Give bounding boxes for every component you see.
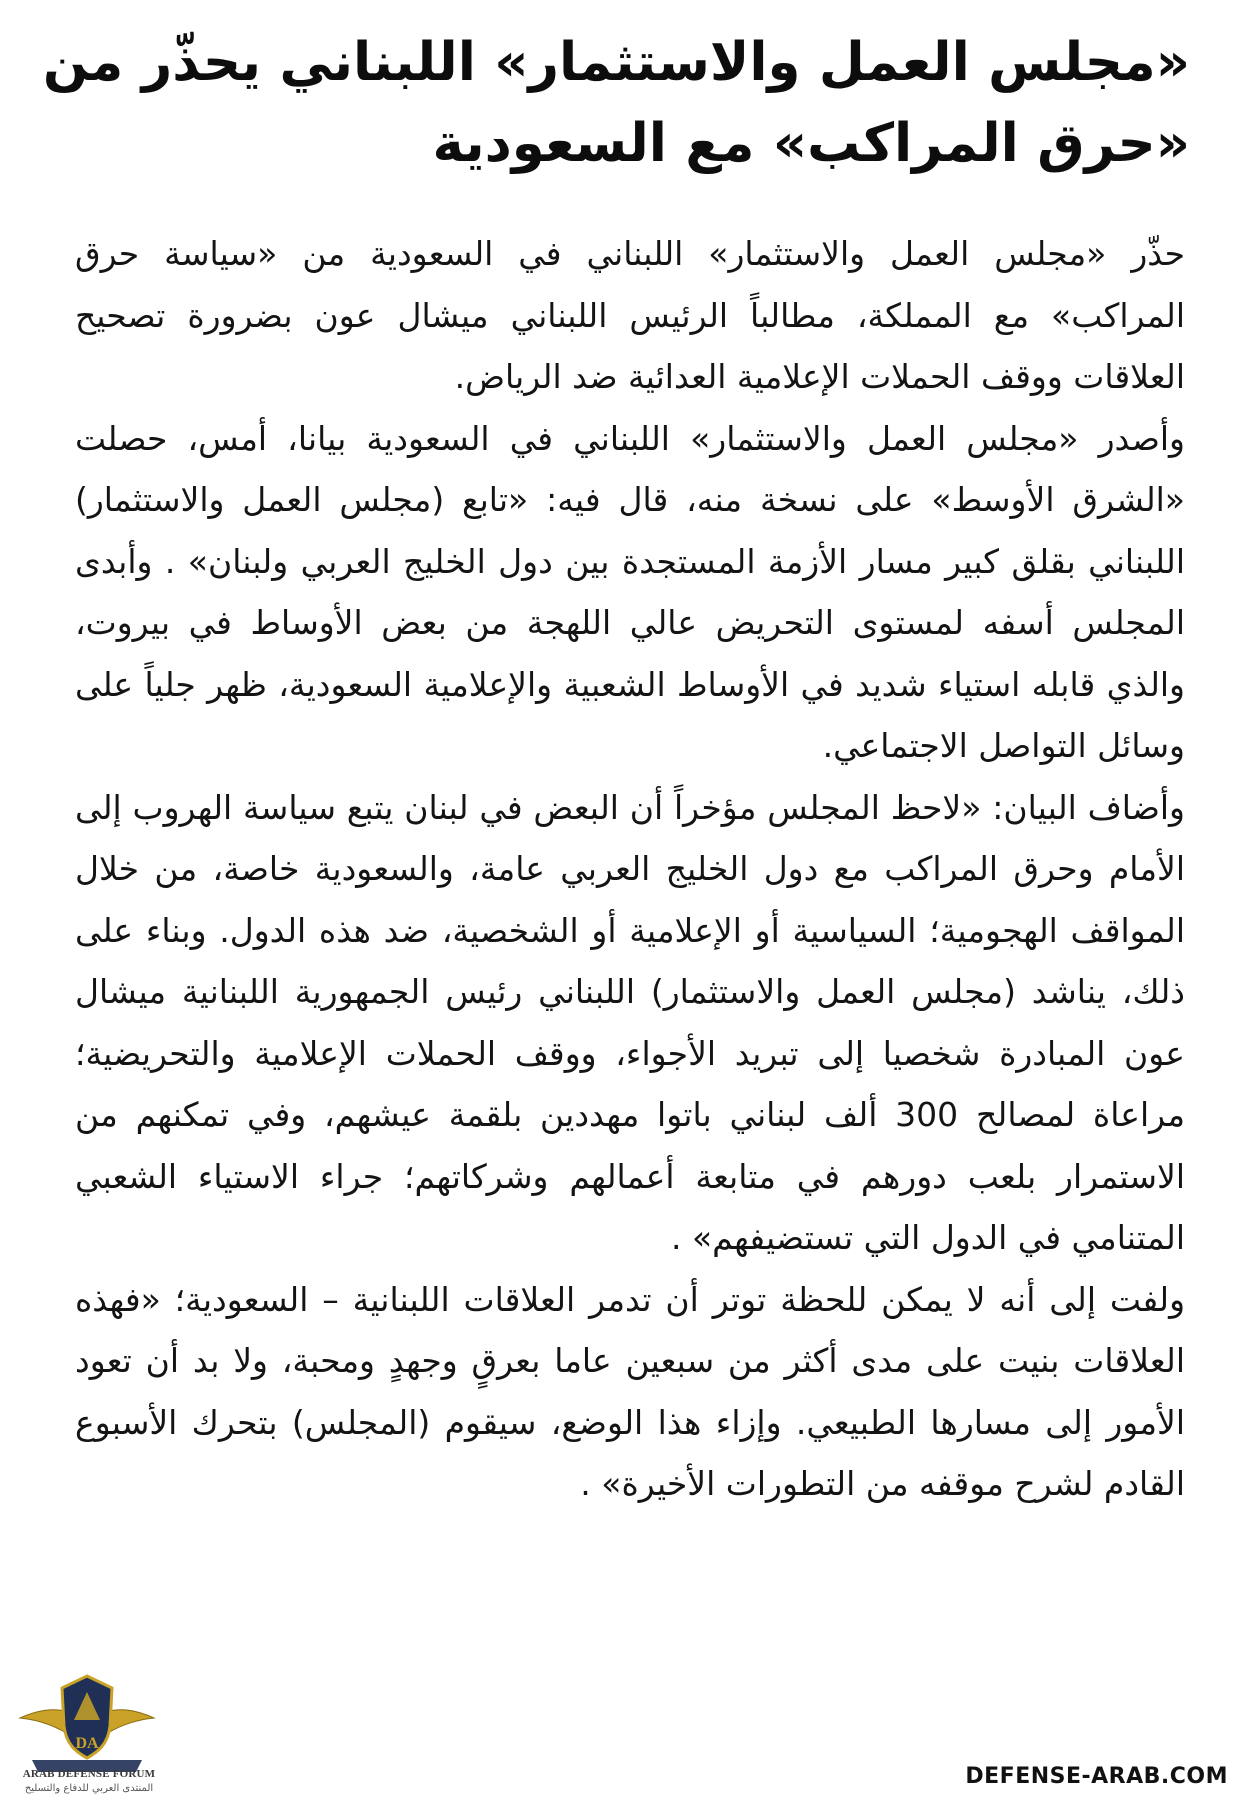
article-paragraph: وأضاف البيان: «لاحظ المجلس مؤخراً أن البعض في لبنان يتبع سياسة الهروب إلى الأمام وحرق المراكب مع دول الخليج العربي عامة، والسعودية خاصة، من خلال المواقف الهجومية؛ السياسية أو الإعلامية أو الشخصية، ضد هذه الدول. وبناء على ذلك، يناشد (مجلس العمل والاستثمار) اللبناني رئيس الجمهورية اللبنانية ميشال عون المبادرة شخصيا إلى تبريد الأجواء، ووقف الحملات الإعلامية والتحريضية؛ مراعاة لمصالح 300 ألف لبناني باتوا مهددين بلقمة عيشهم، وفي تمكنهم من الاستمرار بلعب دورهم في متابعة أعمالهم وشركاتهم؛ جراء الاستياء الشعبي المتنامي في الدول التي تستضيفهم» .: [75, 787, 1185, 1257]
article-paragraph: حذّر «مجلس العمل والاستثمار» اللبناني في السعودية من «سياسة حرق المراكب» مع المملكة، مطالباً الرئيس اللبناني ميشال عون بضرورة تصحيح العلاقات ووقف الحملات الإعلامية العدائية ضد الرياض.: [75, 234, 1185, 396]
logo-monogram: DA: [75, 1735, 99, 1752]
headline-line-1: «مجلس العمل والاستثمار» اللبناني يحذّر من: [42, 32, 1190, 93]
article-body: [75, 223, 1185, 1515]
site-watermark-url: DEFENSE-ARAB.COM: [965, 1764, 1228, 1789]
article-paragraph: ولفت إلى أنه لا يمكن للحظة توتر أن تدمر العلاقات اللبنانية – السعودية؛ «فهذه العلاقات بنيت على مدى أكثر من سبعين عاما بعرقٍ وجهدٍ ومحبة، ولا بد أن تعود الأمور إلى مسارها الطبيعي. وإزاء هذا الوضع، سيقوم (المجلس) بتحرك الأسبوع القادم لشرح موقفه من التطورات الأخيرة» .: [75, 1279, 1185, 1503]
forum-name-arabic: المنتدى العربي للدفاع والتسليح: [24, 1783, 154, 1794]
forum-name-english: ARAB DEFENSE FORUM: [22, 1768, 156, 1780]
article-paragraph: وأصدر «مجلس العمل والاستثمار» اللبناني في السعودية بيانا، أمس، حصلت «الشرق الأوسط» على نسخة منه، قال فيه: «تابع (مجلس العمل والاستثمار) اللبناني بقلق كبير مسار الأزمة المستجدة بين دول الخليج العربي ولبنان» . وأبدى المجلس أسفه لمستوى التحريض عالي اللهجة من بعض الأوساط في بيروت، والذي قابله استياء شديد في الأوساط الشعبية والإعلامية السعودية، ظهر جلياً على وسائل التواصل الاجتماعي.: [75, 418, 1185, 765]
headline-line-2: «حرق المراكب» مع السعودية: [432, 113, 1190, 174]
article-headline: [42, 22, 1190, 184]
